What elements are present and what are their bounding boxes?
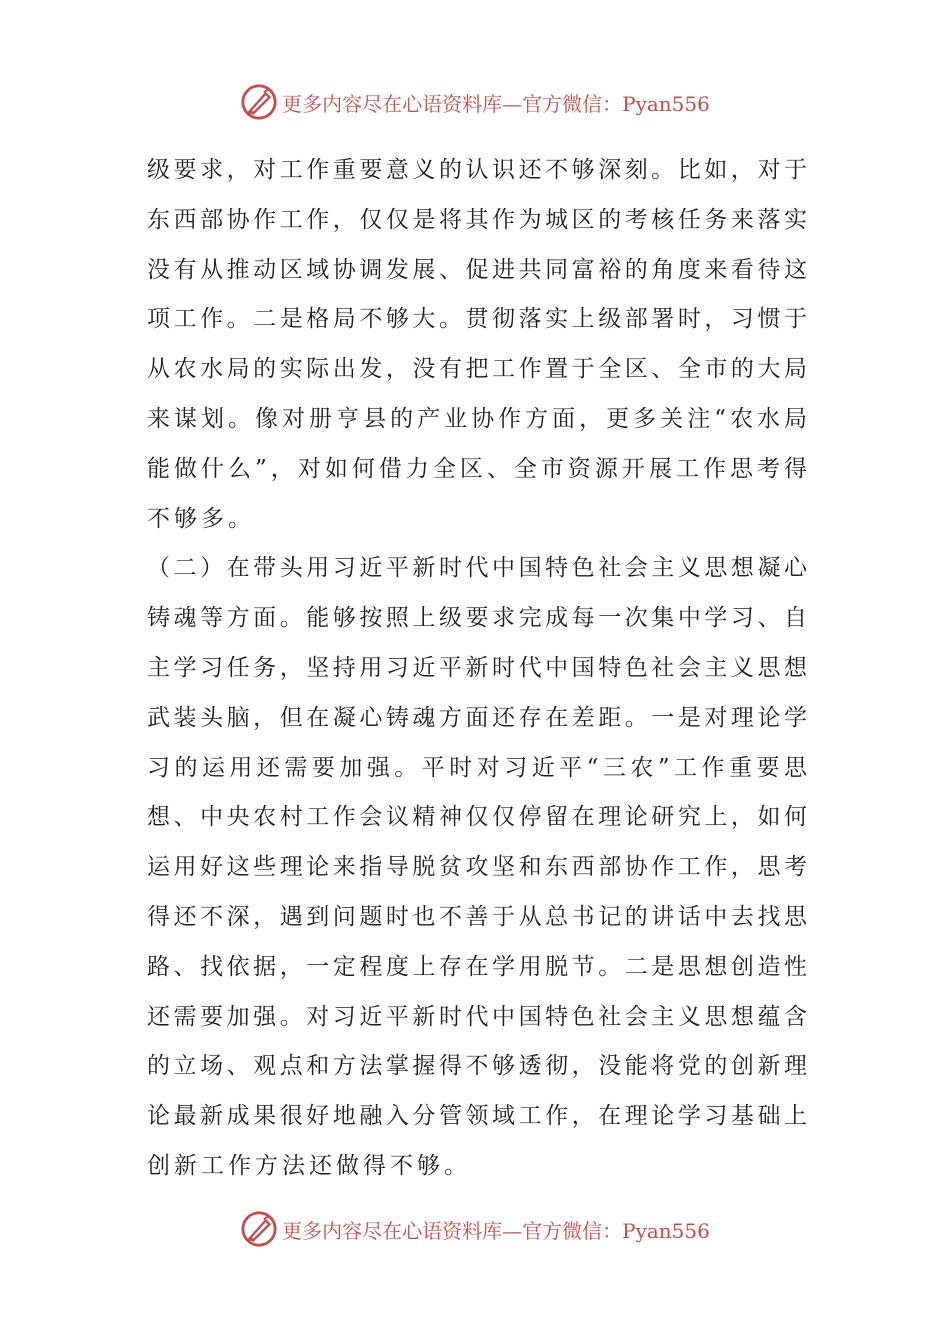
watermark-text: 更多内容尽在心语资料库—官方微信：Pyan556 bbox=[282, 91, 710, 116]
text-line: 级要求，对工作重要意义的认识还不够深刻。比如，对于 bbox=[147, 157, 807, 183]
text-line: 还需要加强。对习近平新时代中国特色社会主义思想蕴含 bbox=[147, 1003, 807, 1030]
pen-seal-icon bbox=[240, 83, 278, 121]
watermark-text: 更多内容尽在心语资料库—官方微信：Pyan556 bbox=[282, 1218, 710, 1243]
text-line: 能做什么”，对如何借力全区、全市资源开展工作思考得 bbox=[147, 455, 807, 482]
text-line: 项工作。二是格局不够大。贯彻落实上级部署时，习惯于 bbox=[147, 306, 807, 333]
text-line: 的立场、观点和方法掌握得不够透彻，没能将党的创新理 bbox=[147, 1053, 807, 1080]
document-body bbox=[147, 146, 807, 1192]
text-line: 东西部协作工作，仅仅是将其作为城区的考核任务来落实 bbox=[147, 206, 807, 233]
text-line: 来谋划。像对册亨县的产业协作方面，更多关注“农水局 bbox=[147, 405, 807, 432]
header-watermark bbox=[0, 80, 950, 124]
text-line: 铸魂等方面。能够按照上级要求完成每一次集中学习、自 bbox=[147, 605, 807, 632]
text-line: 运用好这些理论来指导脱贫攻坚和东西部协作工作，思考 bbox=[147, 854, 807, 881]
pen-seal-icon bbox=[240, 1210, 278, 1248]
text-line: 论最新成果很好地融入分管领域工作，在理论学习基础上 bbox=[147, 1103, 807, 1130]
text-line: 不够多。 bbox=[147, 505, 255, 532]
text-line: 路、找依据，一定程度上存在学用脱节。二是思想创造性 bbox=[147, 953, 807, 980]
text-line: 主学习任务，坚持用习近平新时代中国特色社会主义思想 bbox=[147, 654, 807, 681]
text-line: （二）在带头用习近平新时代中国特色社会主义思想凝心 bbox=[147, 555, 807, 582]
text-line: 从农水局的实际出发，没有把工作置于全区、全市的大局 bbox=[147, 356, 807, 383]
text-line: 武装头脑，但在凝心铸魂方面还存在差距。一是对理论学 bbox=[147, 704, 807, 731]
text-line: 想、中央农村工作会议精神仅仅停留在理论研究上，如何 bbox=[147, 804, 807, 831]
text-line: 习的运用还需要加强。平时对习近平“三农”工作重要思 bbox=[147, 754, 807, 781]
text-line: 创新工作方法还做得不够。 bbox=[147, 1152, 471, 1179]
footer-watermark bbox=[0, 1207, 950, 1251]
text-line: 没有从推动区域协调发展、促进共同富裕的角度来看待这 bbox=[147, 256, 807, 283]
text-line: 得还不深，遇到问题时也不善于从总书记的讲话中去找思 bbox=[147, 903, 807, 930]
